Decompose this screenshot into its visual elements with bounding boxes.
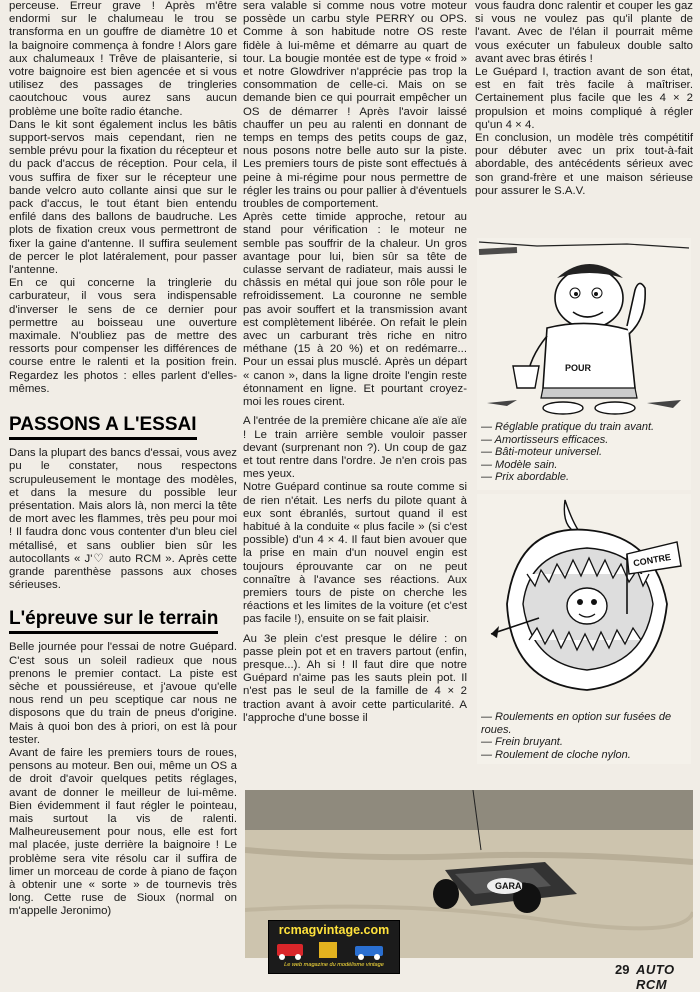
magazine-name: AUTO RCM <box>636 962 675 992</box>
pour-item: — Prix abordable. <box>481 471 570 483</box>
logo-graphic <box>269 938 399 962</box>
section-heading: L'épreuve sur le terrain <box>9 608 218 634</box>
page-number: 29 <box>615 962 630 977</box>
article-column-3 <box>475 0 693 198</box>
paragraph: Dans le kit sont également inclus les bâtis support-servos mais cependant, rien ne semble prévu pour la fixation du récepteur et du pack d'accus de réception. Pour cela, il vous suffira de fixer sur le récepteur une bande velcro auto collante ainsi que sur le pack d'accus, le tout étant bien entendu enfilé dans des ballons de baudruche. Les plots de fixation creux vous permettront de fixer la gaine d'antenne. Il suffira seulement de percer le plot latéralement, pour passer l'antenne. <box>9 118 237 277</box>
article-column-1 <box>9 0 237 919</box>
pour-item: — Amortisseurs efficaces. <box>481 433 609 446</box>
paragraph: En conclusion, un modèle très compétitif pour débuter avec un prix tout-à-fait abordable, des antécédents sérieux avec son grand-frère et une maison sérieuse pour assurer le S.A.V. <box>475 132 693 197</box>
logo-tagline: Le web magazine du modélisme vintage <box>284 962 384 968</box>
paragraph: vous faudra donc ralentir et couper les gaz si vous ne voulez pas qu'il plante de l'avant. Avec de l'élan il pourrait même vous exécuter un fabuleux double salto avant avec bras étirés ! <box>475 0 693 65</box>
pour-item: — Bâti-moteur universel. <box>481 446 603 458</box>
pour-item: — Modèle sain. <box>481 458 558 471</box>
article-column-2 <box>243 0 467 725</box>
contre-cartoon-box <box>477 494 691 764</box>
section-heading: PASSONS A L'ESSAI <box>9 414 197 440</box>
contre-item: — Roulements en option sur fusées de roues. <box>481 711 672 736</box>
paragraph: Dans la plupart des bancs d'essai, vous avez pu le constater, nous respectons scrupuleusement le montage des modèles, et dans la mesure du possible leur présentation. Mais alors là, non merci la tête de mort avec les flammes, très peu pour moi ! Il faudra donc vous contenter d'un bleu ciel métallisé, et sans oublier bien sûr les autocollants « J'♡ auto RCM ». Après cette grande parenthèse passons aux choses sérieuses. <box>9 447 237 592</box>
logo-url: rcmagvintage.com <box>278 923 390 937</box>
paragraph: Avant de faire les premiers tours de roues, pensons au moteur. Ben oui, même un OS a de droit d'avoir quelques petits réglages, avant de donner le meilleur de lui-même. Bien évidemment il faut régler le pointeau, mais surtout la vis de ralenti. Malheureusement pour nous, elle est fort mal placée, juste derrière la baignoire ! Le problème sera vite résolu car il suffira de limer un morceau de corde à piano de façon à obtenir une « sorte » de tournevis très long. Cette ruse de Sioux (normal on m'appelle Jeronimo) <box>9 746 237 918</box>
pour-cartoon-illustration <box>477 238 691 416</box>
paragraph: Le Guépard I, traction avant de son état, est en fait très facile à maîtriser. Certainement plus facile que les 4 × 2 propulsion et moins compliqué à régler qu'un 4 × 4. <box>475 66 693 131</box>
contre-flag-label: CONTRE <box>632 551 672 569</box>
contre-list <box>477 711 691 761</box>
rcmagvintage-logo <box>268 920 400 974</box>
paragraph: En ce qui concerne la tringlerie du carburateur, il vous sera indispensable d'inverser le sens de ce dernier pour permettre au boisseau une ouverture maximale. N'oubliez pas de mettre des ressorts pour compenser les différences de course entre le ralenti et la position frein. Regardez les photos : elles parlent d'elles-mêmes. <box>9 277 237 395</box>
paragraph: Belle journée pour l'essai de notre Guépard. C'est sous un soleil radieux que nous prenons le premier contact. La piste est sèche et poussiéreuse, et j'avoue qu'elle nous rend un peu sceptique car nous ne disposons que du train de pneus d'origine. Mais à quoi bon des à priori, on est là pour tester. <box>9 641 237 746</box>
paragraph: Au 3e plein c'est presque le délire : on passe plein pot et en travers partout (enfin, presque...). Ah si ! Il faut dire que notre Guépard n'aime pas les sauts plein pot. Il n'est pas le seul de la famille de 4 × 2 traction avant à avoir cette particularité. A l'approche d'une bosse il <box>243 632 467 724</box>
paragraph: Notre Guépard continue sa route comme si de rien n'était. Les nerfs du pilote quant à eux sont ébranlés, surtout quand il est habitué à la conduite « plus facile » (si c'est possible) d'un 4 × 4. Il faut bien avouer que la prise en main d'un nouvel engin est toujours éprouvante car on ne peut connaître à l'avance ses réactions. Aux premiers tours de piste on cherche les réactions et les limites de la voiture (et c'est pas facile !), ensuite on se fait plaisir. <box>243 481 467 626</box>
pour-item: — Réglable pratique du train avant. <box>481 421 655 433</box>
paragraph: A l'entrée de la première chicane aïe aïe aïe ! Le train arrière semble vouloir passer devant (surprenant non ?). Un coup de gaz et tout rentre dans l'ordre. Je n'en crois pas mes yeux. <box>243 415 467 481</box>
contre-cartoon-illustration <box>477 494 691 706</box>
pour-list <box>477 421 691 484</box>
paragraph: Après cette timide approche, retour au stand pour vérification : le moteur ne semble pas souffrir de la chaleur. Un gros avantage pour lui, bien sûr sa tête de culasse servant de radiateur, mais aussi le châssis en métal qui joue son rôle pour le refroidissement. La couronne ne semble pas avoir souffert et la transmission avant est complètement libérée. On refait le plein avec un carburant très riche en nitro méthane (15 à 20 %) et on redémarre... Pour un essai plus musclé. Après un départ « canon », dans la ligne droite l'engin reste étonnament en ligne. Et pourtant croyez-moi les roues cirent. <box>243 211 467 409</box>
contre-item: — Frein bruyant. <box>481 736 563 748</box>
car-label: GARAD <box>495 881 528 891</box>
paragraph: sera valable si comme nous votre moteur possède un carbu style PERRY ou OPS. Comme à son habitude notre OS reste fidèle à lui-même et démarre au quart de tour. La bougie montée est de type « froid » et notre Glowdriver n'apprécie pas trop la consommation de celle-ci. Mais on se demande bien ce qui pourrait empêcher un OS de démarrer ! Après l'avoir laissé chauffer un peu au ralenti en donnant de temps en temps des petits coups de gaz, nous posons notre belle auto sur la piste. Les premiers tours de piste sont effectués à peine à mi-régime pour nous permettre de régler les trains ou pour pallier à d'éventuels troubles de comportement. <box>243 0 467 211</box>
paragraph: perceuse. Erreur grave ! Après m'être endormi sur le chalumeau le trou se transforma en un gouffre de diamètre 10 et la baignoire commença à fondre ! Alors gare aux chalumeaux ! Trêve de plaisanterie, si votre baignoire est bien agencée et si vous utilisez des passages de tringleries caoutchouc vous aurez sans aucun problème une boîte radio étanche. <box>9 0 237 118</box>
pour-cartoon-box <box>477 238 691 490</box>
pour-label: POUR <box>565 363 592 373</box>
contre-item: — Roulement de cloche nylon. <box>481 748 631 761</box>
